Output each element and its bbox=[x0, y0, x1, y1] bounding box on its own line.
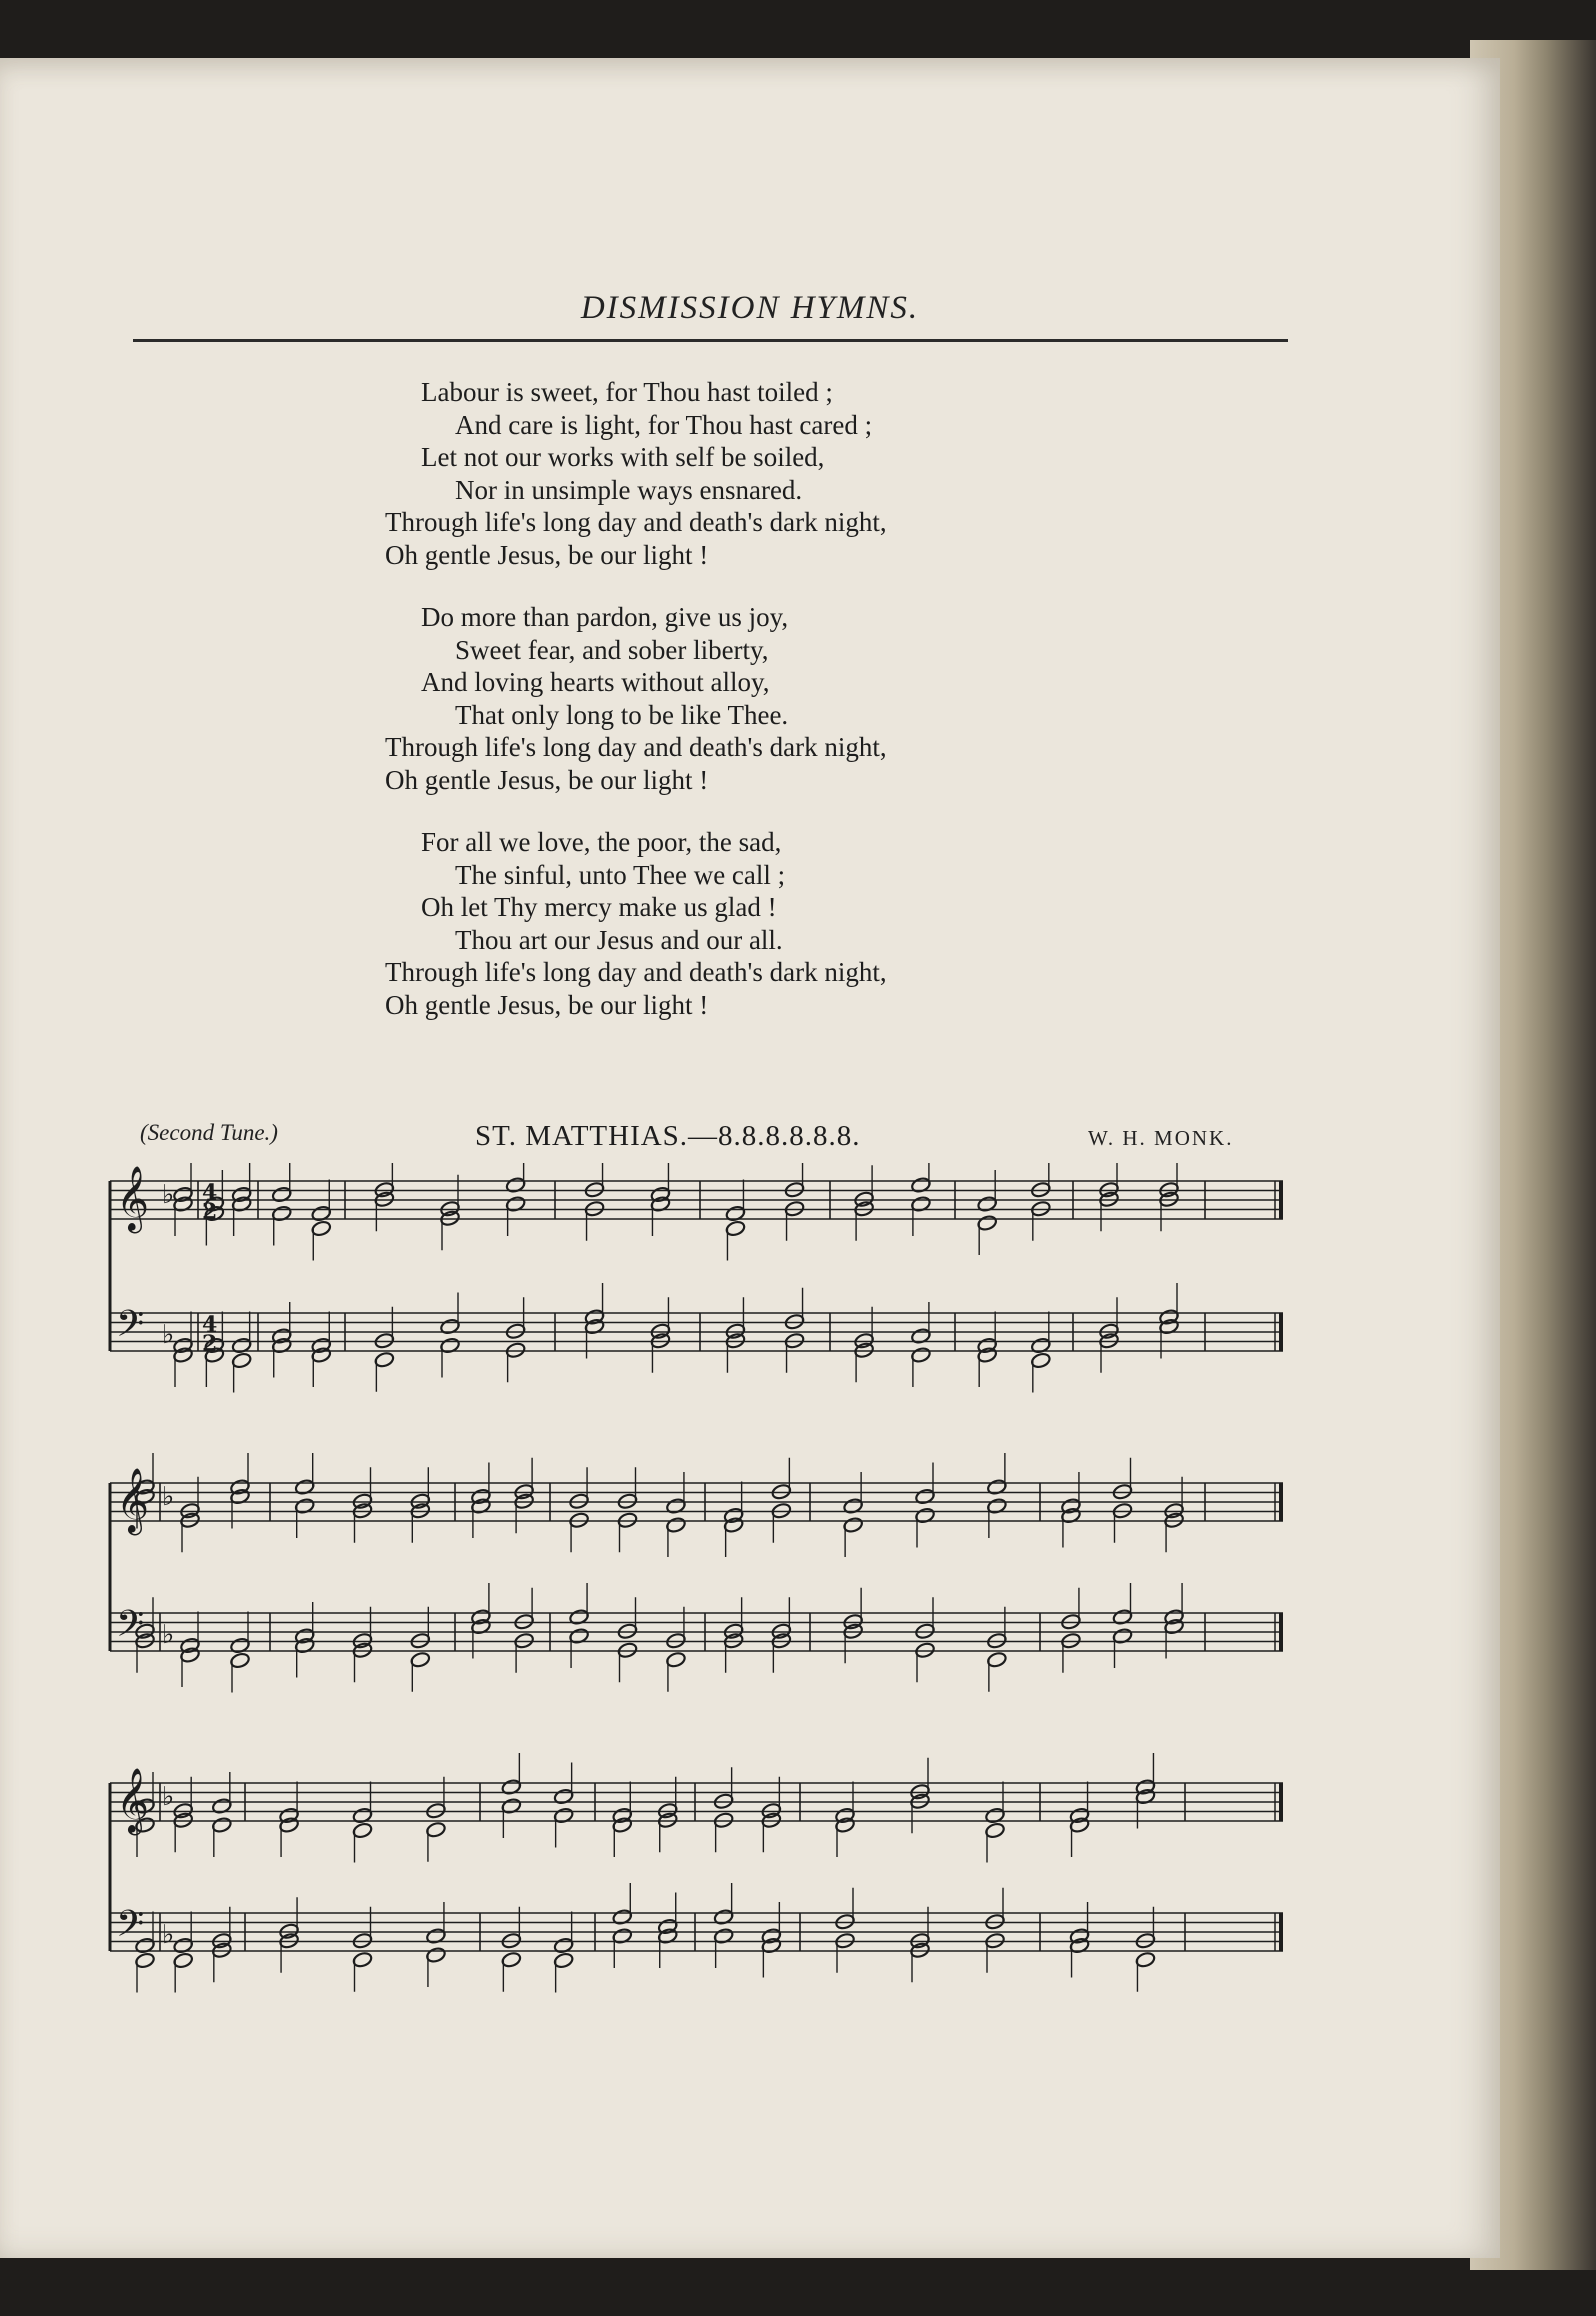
treble-clef: 𝄞 bbox=[116, 1768, 150, 1833]
flat-sign: ♭ bbox=[162, 1320, 175, 1350]
flat-sign: ♭ bbox=[162, 1180, 175, 1210]
header-rule bbox=[133, 339, 1288, 342]
flat-sign: ♭ bbox=[162, 1620, 175, 1650]
treble-clef: 𝄞 bbox=[116, 1468, 150, 1533]
verse-line: And loving hearts without alloy, bbox=[421, 667, 770, 697]
verse-3 bbox=[385, 826, 887, 1021]
bass-clef: 𝄢 bbox=[116, 1303, 145, 1354]
tune-header bbox=[0, 1120, 1500, 1160]
verse-line: The sinful, unto Thee we call ; bbox=[455, 859, 786, 890]
verse-line: Do more than pardon, give us joy, bbox=[421, 602, 789, 632]
verse-line: Through life's long day and death's dark night, bbox=[385, 507, 887, 537]
time-sig-denominator: 2 bbox=[202, 1199, 218, 1225]
verse-2 bbox=[385, 601, 887, 796]
page-header-title: DISMISSION HYMNS. bbox=[580, 290, 920, 326]
verse-line: Let not our works with self be soiled, bbox=[421, 442, 825, 472]
time-sig-denominator: 2 bbox=[202, 1331, 218, 1357]
verse-line: And care is light, for Thou hast cared ; bbox=[455, 409, 873, 440]
music-score bbox=[0, 1163, 1300, 2063]
verse-1 bbox=[385, 376, 887, 571]
flat-sign: ♭ bbox=[162, 1782, 175, 1812]
verse-line: Through life's long day and death's dark night, bbox=[385, 732, 887, 762]
bass-clef: 𝄢 bbox=[116, 1903, 145, 1954]
verse-line: Oh let Thy mercy make us glad ! bbox=[421, 892, 777, 922]
flat-sign: ♭ bbox=[162, 1482, 175, 1512]
verse-line: Sweet fear, and sober liberty, bbox=[455, 634, 769, 665]
treble-clef: 𝄞 bbox=[116, 1166, 150, 1231]
verse-line: Oh gentle Jesus, be our light ! bbox=[385, 764, 709, 795]
tune-label: (Second Tune.) bbox=[140, 1120, 278, 1145]
verse-line: Nor in unsimple ways ensnared. bbox=[455, 474, 803, 505]
tune-composer: W. H. MONK. bbox=[1088, 1126, 1234, 1150]
time-sig-numerator: 4 bbox=[202, 1312, 218, 1338]
verse-line: Through life's long day and death's dark night, bbox=[385, 957, 887, 987]
verse-line: That only long to be like Thee. bbox=[455, 699, 789, 730]
verse-line: Oh gentle Jesus, be our light ! bbox=[385, 989, 709, 1020]
verse-line: Thou art our Jesus and our all. bbox=[455, 924, 783, 955]
flat-sign: ♭ bbox=[162, 1920, 175, 1950]
verse-line: Oh gentle Jesus, be our light ! bbox=[385, 539, 709, 570]
tune-name: ST. MATTHIAS.—8.8.8.8.8.8. bbox=[475, 1120, 861, 1152]
book-page bbox=[0, 58, 1500, 2258]
bass-clef: 𝄢 bbox=[116, 1603, 145, 1654]
verse-line: For all we love, the poor, the sad, bbox=[421, 827, 782, 857]
time-sig-numerator: 4 bbox=[202, 1180, 218, 1206]
verse-line: Labour is sweet, for Thou hast toiled ; bbox=[421, 377, 833, 407]
